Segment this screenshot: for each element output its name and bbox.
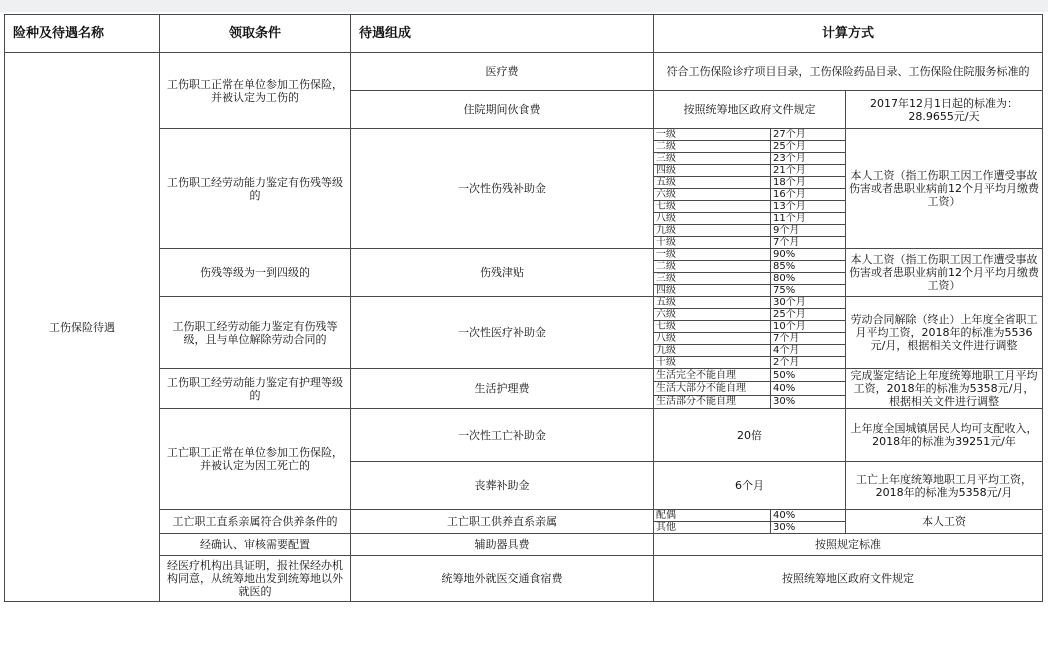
grade-cell[interactable]: 八级 (654, 333, 771, 345)
benefit-name-cell[interactable]: 医疗费 (351, 53, 654, 91)
grade-cell[interactable]: 九级 (654, 345, 771, 357)
benefit-name-cell[interactable]: 丧葬补助金 (351, 462, 654, 510)
grade-cell[interactable]: 一级 (654, 249, 771, 261)
grade-cell[interactable]: 七级 (654, 321, 771, 333)
value-cell[interactable]: 30% (771, 522, 846, 534)
top-strip (0, 0, 1048, 12)
grade-cell[interactable]: 十级 (654, 237, 771, 249)
grade-cell[interactable]: 十级 (654, 357, 771, 369)
header-category[interactable]: 险种及待遇名称 (5, 15, 160, 53)
calc-basis-cell[interactable]: 劳动合同解除（终止）上年度全省职工月平均工资，2018年的标准为5536元/月，根据相关文件进行调整 (846, 297, 1043, 369)
grade-cell[interactable]: 配偶 (654, 510, 771, 522)
calc-basis-cell[interactable]: 完成鉴定结论上年度统筹地职工月平均工资，2018年的标准为5358元/月，根据相关文件进行调整 (846, 369, 1043, 409)
calc-basis-cell[interactable]: 本人工资 (846, 510, 1043, 534)
value-cell[interactable]: 16个月 (771, 189, 846, 201)
grade-cell[interactable]: 二级 (654, 261, 771, 273)
grade-cell[interactable]: 四级 (654, 285, 771, 297)
grade-cell[interactable]: 四级 (654, 165, 771, 177)
value-cell[interactable]: 2个月 (771, 357, 846, 369)
grade-cell[interactable]: 六级 (654, 309, 771, 321)
grade-cell[interactable]: 七级 (654, 201, 771, 213)
calc-basis-cell[interactable]: 符合工伤保险诊疗项目目录，工伤保险药品目录、工伤保险住院服务标准的 (654, 53, 1043, 91)
value-cell[interactable]: 23个月 (771, 153, 846, 165)
value-cell[interactable]: 80% (771, 273, 846, 285)
condition-cell[interactable]: 工伤职工正常在单位参加工伤保险，并被认定为工伤的 (160, 53, 351, 129)
condition-cell[interactable]: 伤残等级为一到四级的 (160, 249, 351, 297)
benefit-name-cell[interactable]: 生活护理费 (351, 369, 654, 409)
value-cell[interactable]: 13个月 (771, 201, 846, 213)
condition-cell[interactable]: 工亡职工正常在单位参加工伤保险，并被认定为因工死亡的 (160, 409, 351, 510)
benefit-name-cell[interactable]: 一次性医疗补助金 (351, 297, 654, 369)
condition-cell[interactable]: 工亡职工直系亲属符合供养条件的 (160, 510, 351, 534)
header-condition[interactable]: 领取条件 (160, 15, 351, 53)
header-composition[interactable]: 待遇组成 (351, 15, 654, 53)
benefit-name-cell[interactable]: 住院期间伙食费 (351, 91, 654, 129)
grade-cell[interactable]: 生活部分不能自理 (654, 395, 771, 408)
grade-cell[interactable]: 三级 (654, 153, 771, 165)
value-cell[interactable]: 4个月 (771, 345, 846, 357)
grade-cell[interactable]: 五级 (654, 297, 771, 309)
benefit-name-cell[interactable]: 工亡职工供养直系亲属 (351, 510, 654, 534)
value-cell[interactable]: 30个月 (771, 297, 846, 309)
value-cell[interactable]: 7个月 (771, 333, 846, 345)
grade-cell[interactable]: 三级 (654, 273, 771, 285)
condition-cell[interactable]: 经确认、审核需要配置 (160, 534, 351, 556)
benefit-name-cell[interactable]: 伤残津贴 (351, 249, 654, 297)
value-cell[interactable]: 9个月 (771, 225, 846, 237)
grade-cell[interactable]: 六级 (654, 189, 771, 201)
value-cell[interactable]: 40% (771, 510, 846, 522)
calc-basis-cell[interactable]: 上年度全国城镇居民人均可支配收入，2018年的标准为39251元/年 (846, 409, 1043, 462)
value-cell[interactable]: 27个月 (771, 129, 846, 141)
calc-basis-cell[interactable]: 工亡上年度统筹地职工月平均工资，2018年的标准为5358元/月 (846, 462, 1043, 510)
benefit-name-cell[interactable]: 辅助器具费 (351, 534, 654, 556)
grade-cell[interactable]: 一级 (654, 129, 771, 141)
header-calculation[interactable]: 计算方式 (654, 15, 1043, 53)
benefit-name-cell[interactable]: 一次性伤残补助金 (351, 129, 654, 249)
calc-basis-cell[interactable]: 按照统筹地区政府文件规定 (654, 91, 846, 129)
value-cell[interactable]: 18个月 (771, 177, 846, 189)
value-cell[interactable]: 90% (771, 249, 846, 261)
condition-cell[interactable]: 工伤职工经劳动能力鉴定有伤残等级的 (160, 129, 351, 249)
multiplier-cell[interactable]: 20倍 (654, 409, 846, 462)
value-cell[interactable]: 10个月 (771, 321, 846, 333)
grade-cell[interactable]: 八级 (654, 213, 771, 225)
multiplier-cell[interactable]: 6个月 (654, 462, 846, 510)
value-cell[interactable]: 25个月 (771, 141, 846, 153)
condition-cell[interactable]: 工伤职工经劳动能力鉴定有伤残等级，且与单位解除劳动合同的 (160, 297, 351, 369)
category-cell[interactable]: 工伤保险待遇 (5, 53, 160, 602)
value-cell[interactable]: 25个月 (771, 309, 846, 321)
value-cell[interactable]: 50% (771, 369, 846, 382)
value-cell[interactable]: 40% (771, 382, 846, 395)
value-cell[interactable]: 7个月 (771, 237, 846, 249)
benefit-name-cell[interactable]: 一次性工亡补助金 (351, 409, 654, 462)
calc-basis-cell[interactable]: 按照统筹地区政府文件规定 (654, 556, 1043, 602)
benefit-name-cell[interactable]: 统筹地外就医交通食宿费 (351, 556, 654, 602)
grade-cell[interactable]: 生活完全不能自理 (654, 369, 771, 382)
grade-cell[interactable]: 其他 (654, 522, 771, 534)
condition-cell[interactable]: 工伤职工经劳动能力鉴定有护理等级的 (160, 369, 351, 409)
grade-cell[interactable]: 五级 (654, 177, 771, 189)
grade-cell[interactable]: 生活大部分不能自理 (654, 382, 771, 395)
benefits-table (4, 14, 1043, 602)
value-cell[interactable]: 85% (771, 261, 846, 273)
value-cell[interactable]: 30% (771, 395, 846, 408)
standard-cell[interactable]: 2017年12月1日起的标准为：28.9655元/天 (846, 91, 1043, 129)
value-cell[interactable]: 21个月 (771, 165, 846, 177)
grade-cell[interactable]: 九级 (654, 225, 771, 237)
condition-cell[interactable]: 经医疗机构出具证明，报社保经办机构同意，从统筹地出发到统筹地以外就医的 (160, 556, 351, 602)
grade-cell[interactable]: 二级 (654, 141, 771, 153)
value-cell[interactable]: 11个月 (771, 213, 846, 225)
calc-basis-cell[interactable]: 按照规定标准 (654, 534, 1043, 556)
calc-basis-cell[interactable]: 本人工资（指工伤职工因工作遭受事故伤害或者患职业病前12个月平均月缴费工资） (846, 249, 1043, 297)
value-cell[interactable]: 75% (771, 285, 846, 297)
calc-basis-cell[interactable]: 本人工资（指工伤职工因工作遭受事故伤害或者患职业病前12个月平均月缴费工资） (846, 129, 1043, 249)
